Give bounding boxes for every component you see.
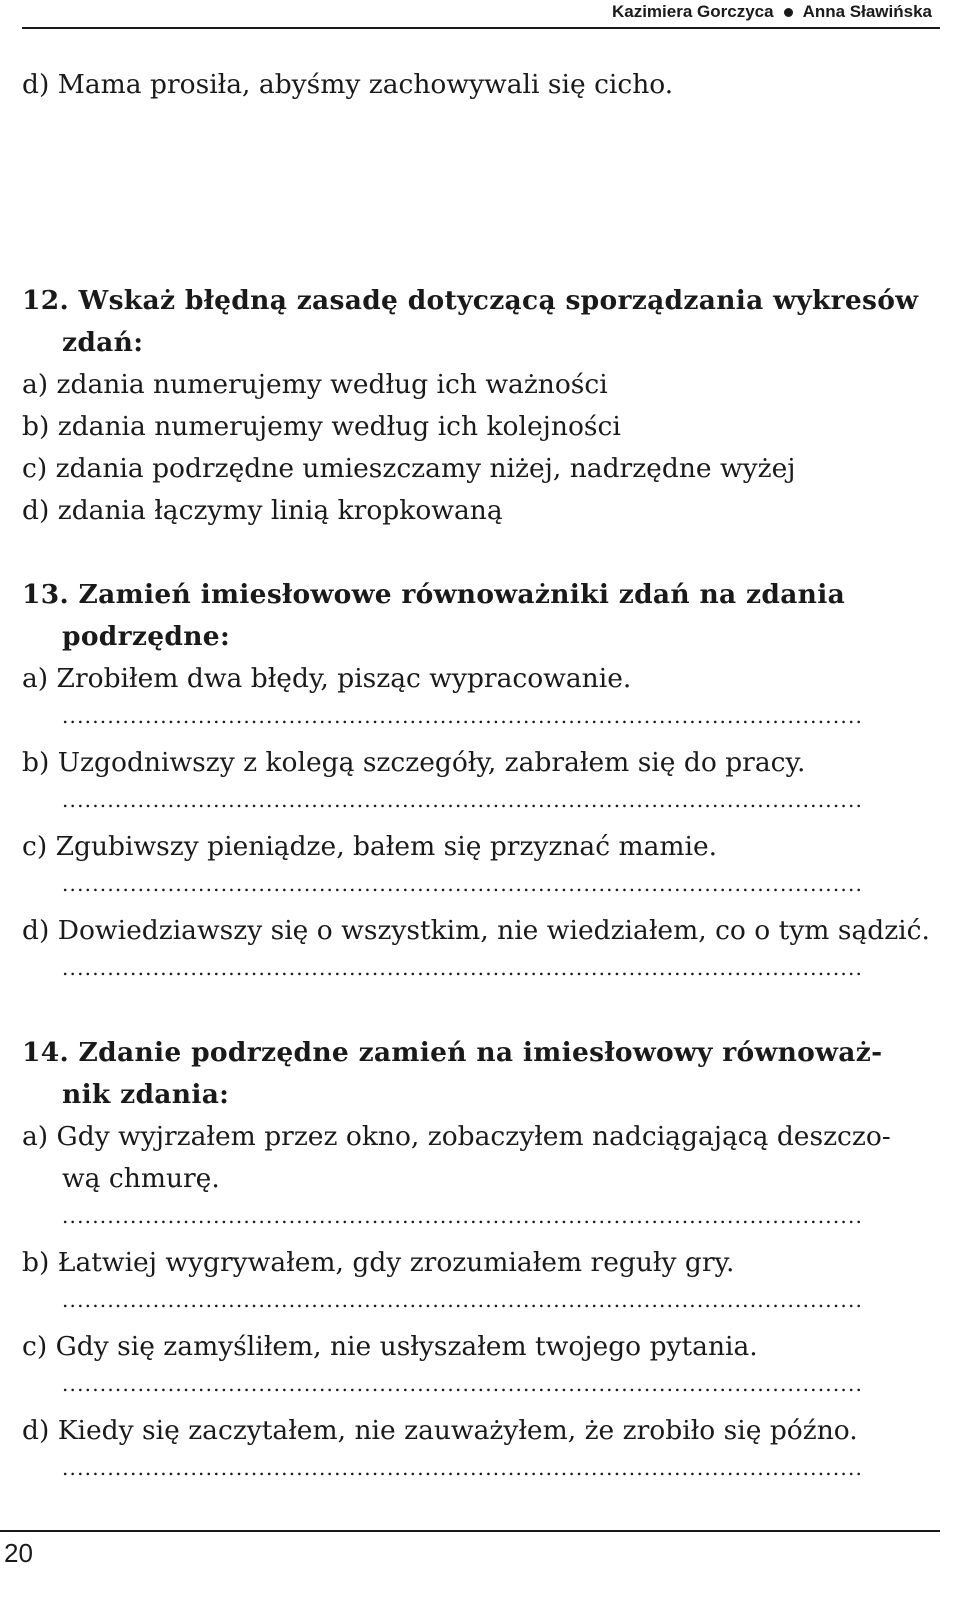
question-12-option-a: a) zdania numerujemy według ich ważności [22,369,608,400]
answer-line[interactable]: .......................................................................................................... [62,790,864,810]
page-number: 20 [4,1538,33,1568]
question-14-item-a: a) Gdy wyjrzałem przez okno, zobaczyłem nadciągającą deszczo- [22,1121,891,1152]
question-13-item-c: c) Zgubiwszy pieniądze, bałem się przyznać mamie. [22,831,718,862]
question-12-option-b: b) zdania numerujemy według ich kolejności [22,411,621,442]
question-14-item-c: c) Gdy się zamyśliłem, nie usłyszałem twojego pytania. [22,1331,758,1362]
question-14-item-b: b) Łatwiej wygrywałem, gdy zrozumiałem reguły gry. [22,1247,735,1278]
answer-line[interactable]: .......................................................................................................... [62,1458,864,1478]
question-13-title-cont: podrzędne: [62,621,231,652]
question-13-item-b: b) Uzgodniwszy z kolegą szczegóły, zabrałem się do pracy. [22,747,806,778]
answer-line[interactable]: .......................................................................................................... [62,874,864,894]
question-13-item-d: d) Dowiedziawszy się o wszystkim, nie wiedziałem, co o tym sądzić. [22,915,930,946]
question-12-option-d: d) zdania łączymy linią kropkowaną [22,495,503,526]
answer-line[interactable]: .......................................................................................................... [62,1374,864,1394]
question-14-title-cont: nik zdania: [62,1079,230,1110]
question-14-item-d: d) Kiedy się zaczytałem, nie zauważyłem, że zrobiło się późno. [22,1415,858,1446]
question-14-item-a-cont: wą chmurę. [62,1163,220,1194]
question-14-title: 14. Zdanie podrzędne zamień na imiesłowowy równoważ- [22,1037,883,1068]
question-12-title-cont: zdań: [62,327,144,358]
header-author-2: Anna Sławińska [802,2,932,21]
question-12-option-c: c) zdania podrzędne umieszczamy niżej, nadrzędne wyżej [22,453,796,484]
question-12-title: 12. Wskaż błędną zasadę dotyczącą sporządzania wykresów [22,285,919,316]
header-rule [22,27,940,29]
question-13-title: 13. Zamień imiesłowowe równoważniki zdań na zdania [22,579,846,610]
running-header [612,2,932,22]
carryover-item: d) Mama prosiła, abyśmy zachowywali się cicho. [22,69,674,100]
answer-line[interactable]: .......................................................................................................... [62,958,864,978]
answer-line[interactable]: .......................................................................................................... [62,1290,864,1310]
answer-line[interactable]: .......................................................................................................... [62,706,864,726]
footer-rule [0,1530,940,1532]
bullet-dot-icon [784,8,793,17]
header-author-1: Kazimiera Gorczyca [611,2,774,21]
question-13-item-a: a) Zrobiłem dwa błędy, pisząc wypracowanie. [22,663,632,694]
answer-line[interactable]: .......................................................................................................... [62,1206,864,1226]
